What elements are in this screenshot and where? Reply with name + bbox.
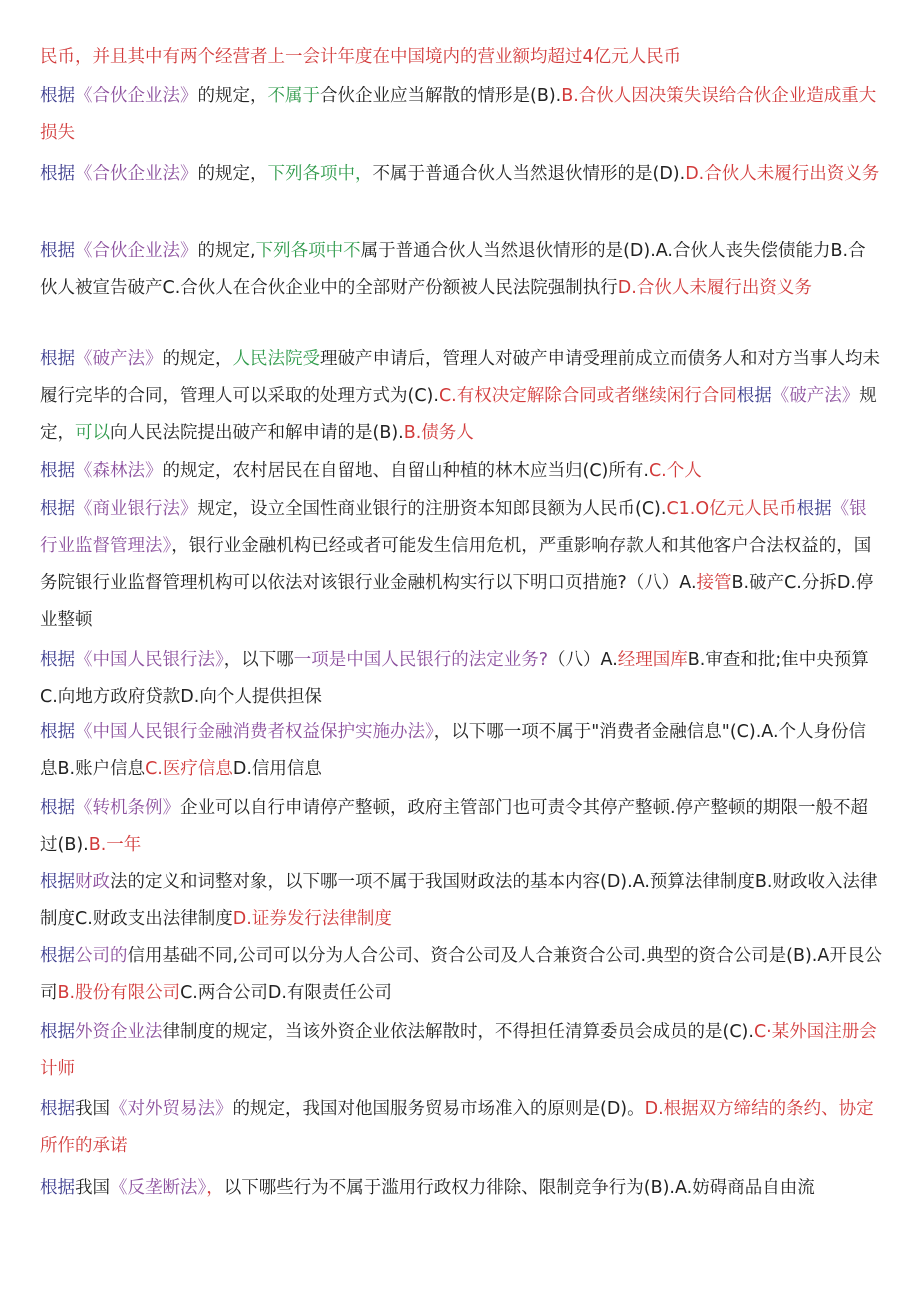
paragraph (40, 938, 882, 1012)
paragraph (40, 341, 882, 452)
text-segment: 根据 (40, 241, 75, 261)
text-segment: 根据 (40, 946, 75, 966)
text-segment: 下列各项中不 (255, 241, 361, 261)
text-segment: 我国 (75, 1099, 110, 1119)
text-segment: 《反垄断法》 (110, 1178, 207, 1198)
text-segment: 《银行业监督管理法》 (40, 499, 867, 556)
text-segment: C·某外国注册会计师 (40, 1022, 877, 1079)
text-segment: 《破产法》 (771, 386, 860, 406)
text-segment: B.合伙人因决策失误给合伙企业造成重大损失 (40, 86, 877, 143)
text-segment: 《对外贸易法》 (110, 1099, 233, 1119)
text-segment: 经理国库 (617, 650, 688, 670)
text-segment: 不属于普通合伙人当然退伙情形的是(D). (372, 164, 686, 184)
text-segment: 根据 (40, 86, 75, 106)
text-segment: 理破产申请后，管理人对破产申请受理前成立而债务人和对方当事人均未履行完毕的合同，管理人可以采取的处理方式为(C). (40, 349, 880, 406)
text-segment: D.信用信息 (232, 759, 322, 779)
paragraph (40, 78, 882, 152)
text-segment: B.破产C.分拆D.停业整顿 (40, 573, 874, 630)
text-segment: 的规定，我国对他国服务贸易市场准入的原则是(D)。 (232, 1099, 645, 1119)
text-segment: D.合伙人未履行出资义务 (685, 164, 880, 184)
text-segment: 根据 (40, 461, 75, 481)
text-segment: 一项是中国人民银行的法定业务? (293, 650, 549, 670)
text-segment: 法的定义和词整对象，以下哪一项不属于我国财政法的基本内容(D).A.预算法律制度B.财政收入法律制度C.财政支出法律制度 (40, 872, 878, 929)
text-segment: B.审查和批;隹中央预算C.向地方政府贷款D.向个人提供担保 (40, 650, 869, 707)
paragraph (40, 233, 882, 307)
text-segment: 的规定， (197, 86, 268, 106)
text-segment: 律制度的规定，当该外资企业依法解散时，不得担任清算委员会成员的是(C). (162, 1022, 754, 1042)
paragraph (40, 1170, 882, 1207)
text-segment: 根据 (40, 798, 75, 818)
text-segment: B.债务人 (403, 423, 474, 443)
text-segment: 不属于 (267, 86, 320, 106)
text-segment: 向人民法院提出破产和解申请的是(B). (110, 423, 404, 443)
text-segment: 《破产法》 (75, 349, 163, 369)
text-segment: 根据 (736, 386, 772, 406)
text-segment: 《转机条例》 (75, 798, 180, 818)
text-segment: 民币，并且其中有两个经营者上一会计年度在中国境内的营业额均超过4亿元人民币 (40, 47, 682, 67)
text-segment: 属于普通合伙人当然退伙情形的是(D).A.合伙人丧失偿债能力B.合伙人被宣告破产C.合伙人在合伙企业中的全部财产份额被人民法院强制执行 (40, 241, 866, 298)
text-segment: C.医疗信息 (145, 759, 233, 779)
text-segment: 财政 (75, 872, 110, 892)
text-segment: 可以 (75, 423, 110, 443)
text-segment: B.股份有限公司 (57, 983, 181, 1003)
text-segment: 《商业银行法》 (75, 499, 198, 519)
text-segment: 外资企业法 (75, 1022, 163, 1042)
paragraph (40, 453, 882, 490)
paragraph (40, 864, 882, 938)
text-segment: 根据 (40, 499, 75, 519)
paragraph (40, 156, 882, 193)
text-segment: 《合伙企业法》 (75, 86, 198, 106)
text-segment: 根据 (40, 164, 75, 184)
text-segment: 《中国人民银行法》 (75, 650, 224, 670)
text-segment: 根据 (40, 872, 75, 892)
text-segment: ，以下哪 (223, 650, 294, 670)
text-segment: D.根据双方缔结的条约、协定所作的承诺 (40, 1099, 874, 1156)
text-segment: D.证券发行法律制度 (232, 909, 392, 929)
text-segment: 根据 (40, 349, 75, 369)
text-segment: B.一年 (88, 835, 142, 855)
paragraph (40, 642, 882, 716)
paragraph (40, 790, 882, 864)
paragraph (40, 1091, 882, 1165)
text-segment: 《合伙企业法》 (75, 241, 198, 261)
text-segment: 企业可以自行申请停产整顿，政府主管部门也可责令其停产整顿.停产整顿的期限一般不超过(B). (40, 798, 869, 855)
text-segment: 规定， (40, 386, 877, 443)
text-segment: 根据 (796, 499, 832, 519)
text-segment: C.两合公司D.有限责任公司 (180, 983, 392, 1003)
paragraph (40, 491, 882, 639)
text-segment: C1.O亿元人民币 (666, 499, 797, 519)
text-segment: 根据 (40, 1099, 75, 1119)
text-segment: 人民法院受 (232, 349, 320, 369)
text-segment: 《中国人民银行金融消费者权益保护实施办法》 (75, 722, 434, 742)
paragraph (40, 39, 882, 76)
text-segment: 根据 (40, 722, 75, 742)
text-segment: 信用基础不同,公司可以分为人合公司、资合公司及人合兼资合公司.典型的资合公司是(B).A开艮公司 (40, 946, 882, 1003)
text-segment: 根据 (40, 650, 75, 670)
text-segment: C.有权决定解除合同或者继续闲行合同 (438, 386, 737, 406)
text-segment: 《森林法》 (75, 461, 163, 481)
text-segment: 接管 (696, 573, 732, 593)
text-segment: ，银行业金融机构已经或者可能发生信用危机，严重影响存款人和其他客户合法权益的，国务院银行业监督管理机构可以依法对该银行业金融机构实行以下明口页措施?（八）A. (40, 536, 872, 593)
text-segment: 根据 (40, 1178, 75, 1198)
text-segment: 以下哪些行为不属于滥用行政权力徘除、限制竞争行为(B).A.妨碍商品自由流 (223, 1178, 815, 1198)
text-segment: 的规定，农村居民在自留地、自留山种植的林木应当归(C)所有. (162, 461, 649, 481)
text-segment: 公司的 (75, 946, 128, 966)
text-segment: 根据 (40, 1022, 75, 1042)
text-segment: D.合伙人未履行出资义务 (617, 278, 812, 298)
text-segment: 的规定, (197, 241, 256, 261)
text-segment: 下列各项中， (267, 164, 373, 184)
text-segment: 《合伙企业法》 (75, 164, 198, 184)
text-segment: （八）A. (548, 650, 618, 670)
text-segment: ，以下哪一项不属于"消费者金融信息"(C).A.个人身份信息B.账户信息 (40, 722, 867, 779)
text-segment: C.个人 (648, 461, 702, 481)
text-segment: 我国 (75, 1178, 110, 1198)
paragraph (40, 1014, 882, 1088)
text-segment: ， (206, 1178, 224, 1198)
text-segment: 合伙企业应当解散的情形是(B). (320, 86, 562, 106)
text-segment: 的规定， (162, 349, 233, 369)
paragraph (40, 714, 882, 788)
text-segment: 的规定， (197, 164, 268, 184)
text-segment: 规定，设立全国性商业银行的注册资本知郎艮额为人民币(C). (197, 499, 667, 519)
